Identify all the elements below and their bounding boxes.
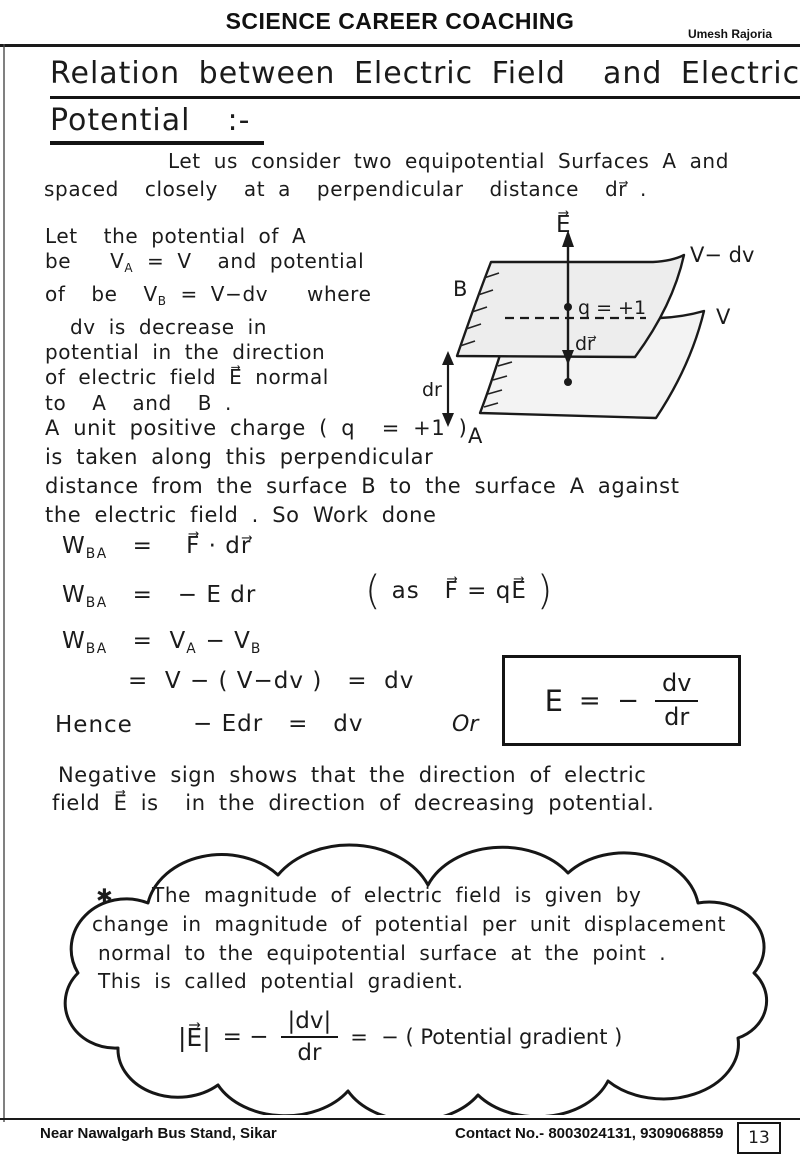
left-margin-line (3, 44, 5, 1122)
desc-line2: be $V_A = V$ and potential (45, 249, 365, 276)
surface-a-label: A (468, 424, 483, 448)
desc-line7: to A and B . (45, 390, 232, 415)
work-line2: is taken along this perpendicular (45, 445, 434, 469)
boxed-lhs: E (544, 683, 563, 718)
equation-v-vdv: = V − ( V−dv ) = dv (128, 668, 415, 694)
equation-wba-va-vb: $W_{BA} = V_A - V_B$ (62, 628, 262, 657)
coaching-title: SCIENCE CAREER COACHING (225, 8, 575, 34)
intro-line1: Let us consider two equipotential Surfaces A and (168, 149, 729, 173)
page-title-line2 (50, 103, 264, 145)
negative-note-line2: field E⃗ is in the direction of decreasing potential. (52, 791, 655, 815)
equation-edr-dv: − Edr = dv (193, 711, 364, 737)
potential-description-block (45, 224, 371, 416)
or-label: Or (452, 712, 479, 737)
dr-vector-label: dr⃗ (575, 333, 595, 355)
surface-b-label: B (453, 277, 468, 301)
boxed-fraction: $\frac{dv}{dr}$ (655, 670, 698, 731)
equipotential-diagram (420, 200, 800, 450)
header-rule (0, 44, 800, 47)
cloud-bullet-icon: ✱ (96, 884, 113, 908)
desc-line1: Let the potential of A (45, 224, 307, 248)
gradient-eq-rhs: = − ( Potential gradient ) (350, 1025, 623, 1050)
page-number-box: 13 (737, 1122, 781, 1154)
desc-line4: dv is decrease in (70, 314, 268, 339)
boxed-equals: = − (578, 685, 639, 716)
work-line3: distance from the surface B to the surface A against (45, 474, 680, 498)
charge-label: q = +1 (578, 297, 647, 319)
cloud-line1: The magnitude of electric field is given by (152, 883, 642, 907)
desc-line6: of electric field E⃗ normal (45, 365, 329, 390)
footer-rule (0, 1118, 800, 1120)
negative-note-line1: Negative sign shows that the direction of electric (58, 763, 647, 787)
desc-line5: potential in the direction (45, 340, 326, 364)
charge-dot (564, 303, 572, 311)
desc-line3: of be $V_B = V-dv$ where (45, 282, 372, 309)
cloud-line4: This is called potential gradient. (98, 969, 464, 993)
work-paragraph (45, 414, 680, 530)
page-title-text2: Potential :- (50, 103, 264, 145)
page-title-line1 (50, 56, 800, 99)
work-line4: the electric field . So Work done (45, 503, 437, 527)
intro-line2: spaced closely at a perpendicular distance dr⃗ . (44, 177, 647, 201)
cloud-line3: normal to the equipotential surface at the point . (98, 941, 667, 965)
gradient-eq-fraction: $\frac{|dv|}{dr}$ (281, 1008, 339, 1067)
gradient-eq-lhs: |E⃗| (178, 1022, 211, 1052)
footer-address: Near Nawalgarh Bus Stand, Sikar (40, 1125, 277, 1142)
boxed-result-equation (502, 655, 741, 746)
cloud-line2: change in magnitude of potential per unit displacement (92, 912, 726, 936)
v-minus-dv-label: V− dv (690, 243, 755, 267)
gradient-equation (178, 1008, 622, 1067)
v-label: V (716, 305, 731, 329)
equation-wba-fdr: $W_{BA}$ = F⃗ · dr⃗ (62, 533, 252, 562)
work-line1: A unit positive charge ( q = +1 ) (45, 416, 468, 440)
dr-gap-label: dr (422, 379, 442, 401)
e-field-label: E⃗ (556, 212, 571, 238)
gradient-eq-equals: = − (222, 1024, 269, 1051)
equation-note-f-qe: ( as F⃗ = qE⃗ ) (365, 568, 554, 614)
author-name: Umesh Rajoria (687, 27, 772, 41)
page-title-text1: Relation between Electric Field and Electric (50, 56, 800, 99)
hence-label: Hence (55, 712, 133, 738)
equation-wba-edr: $W_{BA}$ = − E dr (62, 582, 257, 611)
footer-contact: Contact No.- 8003024131, 9309068859 (455, 1125, 724, 1142)
lower-point-dot (564, 378, 572, 386)
